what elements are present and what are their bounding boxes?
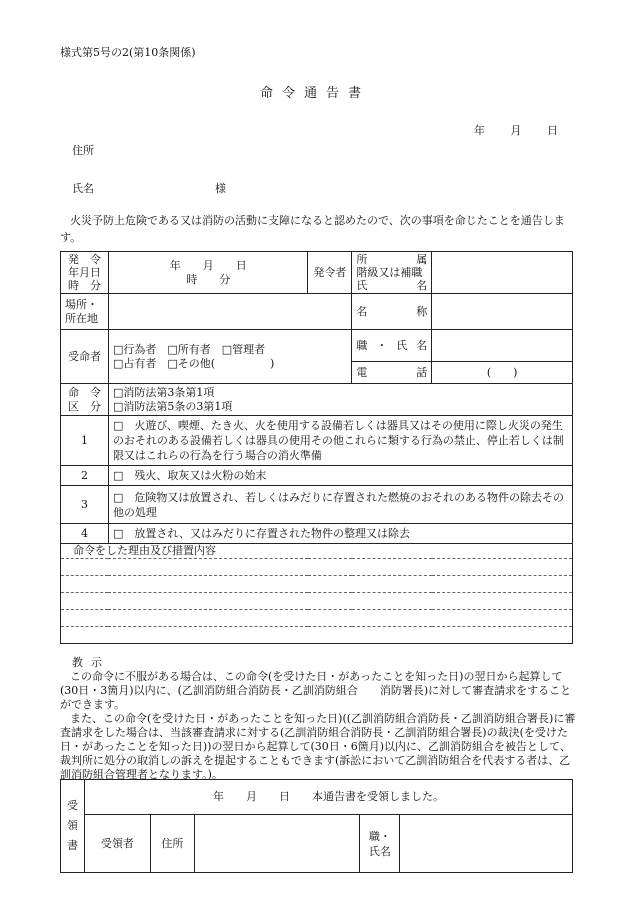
receipt-table bbox=[60, 779, 573, 873]
affiliation-label: 所 属 bbox=[356, 253, 428, 266]
order-table bbox=[60, 251, 573, 644]
appeal-notice-heading: 教示 bbox=[72, 656, 110, 669]
receiver-label: 受領者 bbox=[84, 815, 150, 873]
place-name-label: 名 称 bbox=[352, 294, 432, 330]
issuer-info-labels bbox=[352, 252, 432, 294]
order-class-option-2: □消防法第5条の3第1項 bbox=[112, 399, 233, 413]
receiver-position-name-field[interactable] bbox=[400, 815, 573, 873]
position-name-field[interactable] bbox=[432, 330, 573, 362]
rank-label: 階級又は補職 bbox=[356, 266, 423, 279]
issuer-label: 発令者 bbox=[308, 252, 352, 294]
form-number: 様式第5号の2(第10条関係) bbox=[60, 46, 196, 59]
phone-label: 電 話 bbox=[352, 362, 432, 384]
place-label: 場所・ 所在地 bbox=[61, 294, 109, 330]
item-text[interactable]: □ 残火、取灰又は火粉の始末 bbox=[108, 466, 572, 486]
issue-date-line: 年 月 日 bbox=[474, 124, 558, 137]
receiver-address-field[interactable] bbox=[194, 815, 360, 873]
place-field[interactable] bbox=[108, 294, 351, 330]
item-number: 2 bbox=[61, 466, 109, 486]
item-text[interactable]: □ 放置され、又はみだりに存置された物件の整理又は除去 bbox=[108, 524, 572, 544]
reason-label: 命令をした理由及び措置内容 bbox=[61, 544, 573, 559]
issue-time-placeholder: 時 分 bbox=[186, 272, 231, 286]
appeal-notice-para2: また、この命令(を受けた日・があったことを知った日)((乙訓消防組合消防長・乙訓消防組合署長)に審査請求をした場合は、当該審査請求に対する(乙訓消防組合消防長・乙訓消防組合署長)の裁決(を受けた日・があったことを知った日))の翌日から起算して(30日・6箇月)以内に、乙訓消防組合を被告として、裁判所に処分の取消しの訴えを提起することもできます(訴訟において乙訓消防組合を代表する者は、乙訓消防組合管理者となります。)。 bbox=[60, 712, 576, 781]
item-text[interactable]: □ 危険物又は放置され、若しくはみだりに存置された燃焼のおそれのある物件の除去その他の処理 bbox=[108, 486, 572, 524]
receiver-address-label: 住所 bbox=[150, 815, 194, 873]
issue-date-placeholder: 年 月 日 bbox=[169, 258, 247, 272]
phone-field[interactable]: ( ) bbox=[432, 362, 573, 384]
issue-datetime-field[interactable] bbox=[108, 252, 308, 294]
reason-line[interactable] bbox=[61, 576, 573, 593]
reason-line[interactable] bbox=[61, 627, 573, 644]
issuer-info-field[interactable] bbox=[432, 252, 573, 294]
item-text[interactable]: □ 火遊び、喫煙、たき火、火を使用する設備若しくは器具又はその使用に際し火災の発生のおそれのある設備若しくは器具の使用その他これらに類する行為の禁止、停止若しくは制限又はこれらの行為を行う場合の消火準備 bbox=[108, 416, 572, 466]
order-class-options[interactable] bbox=[108, 384, 572, 416]
receipt-statement: 年 月 日 本通告書を受領しました。 bbox=[84, 780, 572, 815]
recipient-options-line2: □占有者 □その他( ) bbox=[112, 356, 275, 370]
item-number: 4 bbox=[61, 524, 109, 544]
issuer-name-label: 氏 名 bbox=[356, 279, 428, 292]
honorific: 様 bbox=[215, 182, 226, 195]
order-class-label: 命 令 区 分 bbox=[61, 384, 109, 416]
document-title: 命令通告書 bbox=[259, 86, 370, 101]
receiver-position-name-label: 職・ 氏名 bbox=[360, 815, 400, 873]
place-name-field[interactable] bbox=[432, 294, 573, 330]
recipient-address-label: 住所 bbox=[72, 144, 94, 157]
reason-line[interactable] bbox=[61, 593, 573, 610]
recipient-name-label: 氏名 bbox=[72, 182, 94, 195]
item-number: 3 bbox=[61, 486, 109, 524]
position-name-label: 職 ・ 氏 名 bbox=[352, 330, 432, 362]
recipient-label: 受命者 bbox=[61, 330, 109, 384]
order-class-option-1: □消防法第3条第1項 bbox=[112, 385, 215, 399]
recipient-options-line1: □行為者 □所有者 □管理者 bbox=[112, 342, 266, 356]
item-number: 1 bbox=[61, 416, 109, 466]
intro-text: 火災予防上危険である又は消防の活動に支障になると認めたので、次の事項を命じたことを通告します。 bbox=[60, 214, 565, 244]
reason-line[interactable] bbox=[61, 559, 573, 576]
appeal-notice bbox=[60, 656, 576, 782]
issue-datetime-label: 発 令 年月日 時 分 bbox=[61, 252, 109, 294]
recipient-options[interactable] bbox=[108, 330, 351, 384]
appeal-notice-para1: この命令に不服がある場合は、この命令(を受けた日・があったことを知った日)の翌日から起算して(30日・3箇月)以内に、(乙訓消防組合消防長・乙訓消防組合 消防署長)に対して審査請求をすることができます。 bbox=[60, 670, 572, 711]
receipt-label: 受 領 書 bbox=[61, 780, 85, 873]
reason-line[interactable] bbox=[61, 610, 573, 627]
